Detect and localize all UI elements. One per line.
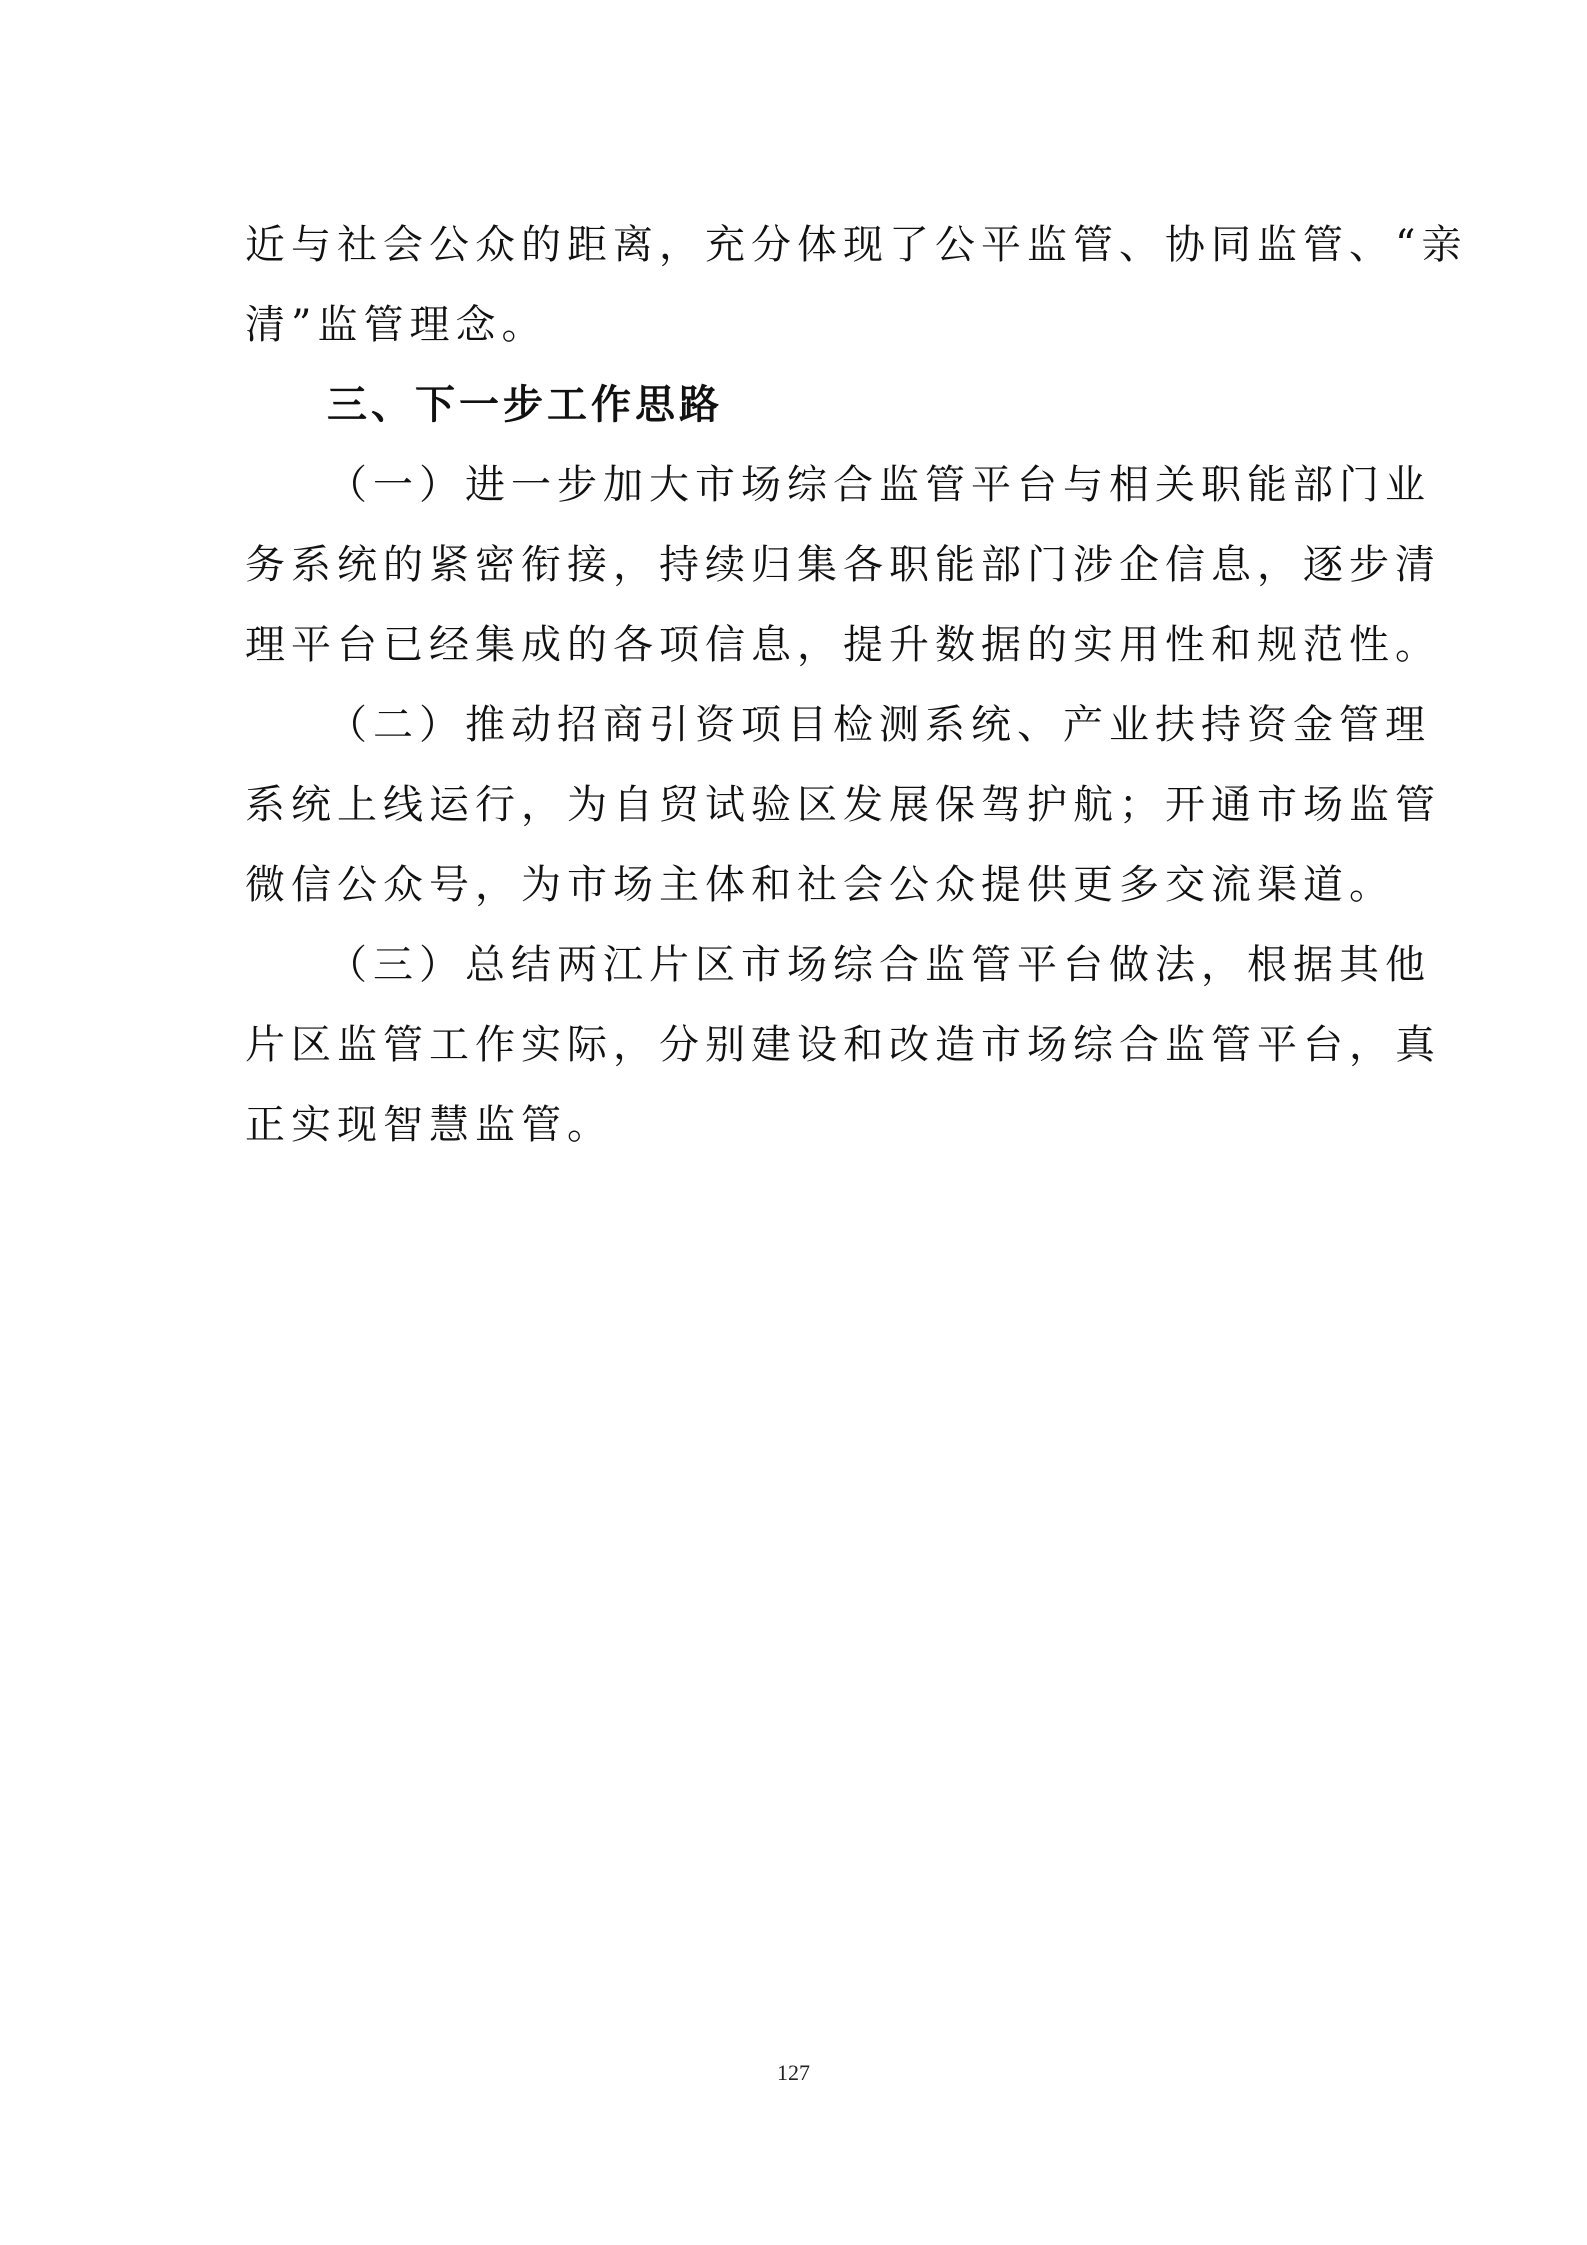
item-one-line-3: 理平台已经集成的各项信息，提升数据的实用性和规范性。: [245, 622, 1441, 668]
paragraph-continued-line-1: 近与社会公众的距离，充分体现了公平监管、协同监管、“亲: [245, 222, 1468, 268]
item-three-line-2: 片区监管工作实际，分别建设和改造市场综合监管平台，真: [245, 1022, 1441, 1068]
item-one-line-2: 务系统的紧密衔接，持续归集各职能部门涉企信息，逐步清: [245, 542, 1441, 588]
item-one-line-1: （一）进一步加大市场综合监管平台与相关职能部门业: [327, 462, 1431, 508]
section-heading: 三、下一步工作思路: [327, 382, 723, 428]
item-two-line-1: （二）推动招商引资项目检测系统、产业扶持资金管理: [327, 702, 1431, 748]
item-two-line-2: 系统上线运行，为自贸试验区发展保驾护航；开通市场监管: [245, 782, 1441, 828]
document-body: [245, 205, 1468, 1165]
item-three-line-3: 正实现智慧监管。: [245, 1102, 613, 1148]
item-two-line-3: 微信公众号，为市场主体和社会公众提供更多交流渠道。: [245, 862, 1395, 908]
page-number: 127: [777, 2060, 810, 2085]
item-three-line-1: （三）总结两江片区市场综合监管平台做法，根据其他: [327, 942, 1431, 988]
paragraph-continued-line-2: 清”监管理念。: [245, 302, 548, 348]
